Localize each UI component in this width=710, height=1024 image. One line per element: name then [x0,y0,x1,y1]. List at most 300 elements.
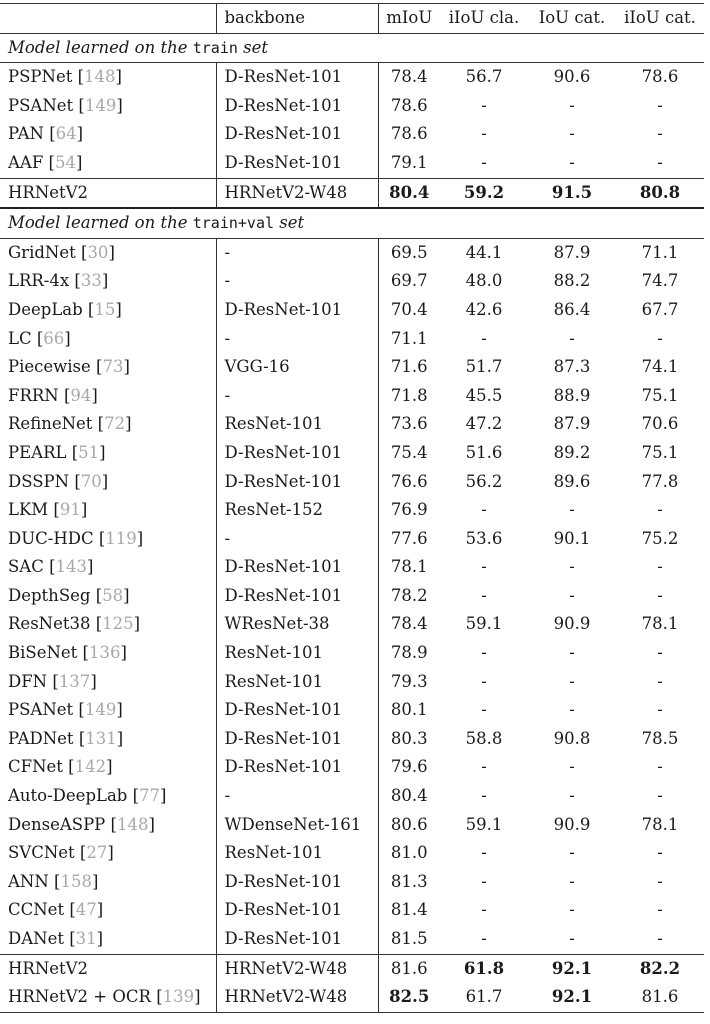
method-cell: ANN [158] [0,868,216,897]
backbone-cell: D-ResNet-101 [216,296,378,325]
method-cell: PEARL [51] [0,439,216,468]
miou-cell: 81.5 [390,929,428,948]
iiou-cat-cell: 81.6 [616,983,704,1012]
method-cell: AAF [54] [0,149,216,178]
miou-cell: 79.6 [390,757,428,777]
method-cell: HRNetV2 + OCR [139] [0,983,216,1012]
iiou-cla-cell: 56.7 [465,67,503,87]
miou-cell: 78.6 [390,124,428,144]
header-iiou-cla: iIoU cla. [440,4,528,34]
iiou-cla-cell: 58.8 [465,728,503,748]
table-row [0,868,704,897]
iiou-cla-cell: - [481,557,487,577]
iou-cat-cell: - [569,557,575,577]
miou-cell: 80.4 [390,786,428,806]
iiou-cla-cell: - [481,786,487,806]
header-iiou-cat: iIoU cat. [616,4,704,34]
miou-cell: 81.4 [390,900,428,920]
iiou-cat-cell: 78.6 [641,67,679,87]
method-name: ANN [8,871,49,891]
table-row [0,668,704,697]
citation-ref[interactable]: 137 [58,671,91,691]
method-name: SVCNet [8,843,75,863]
iiou-cat-cell: - [657,786,663,806]
iou-cat-cell: 90.8 [553,728,591,748]
backbone-cell: ResNet-101 [216,668,378,697]
iou-cat-cell: 87.9 [553,242,591,262]
iiou-cat-cell: - [657,152,663,172]
backbone-cell: - [216,238,378,267]
method-cell: PSANet [149] [0,92,216,121]
method-name: DANet [8,929,64,948]
citation-ref[interactable]: 94 [70,385,92,405]
iiou-cat-cell: - [657,124,663,144]
backbone-cell: D-ResNet-101 [216,582,378,611]
backbone-cell: WResNet-38 [216,610,378,639]
iiou-cla-cell: 56.2 [465,471,503,491]
backbone-cell: HRNetV2-W48 [216,983,378,1012]
table-row [0,325,704,354]
miou-cell: 71.6 [390,357,428,377]
backbone-cell: D-ResNet-101 [216,925,378,954]
method-name: HRNetV2 [8,182,89,202]
miou-cell: 69.5 [390,242,428,262]
method-cell: LKM [91] [0,496,216,525]
method-name: CCNet [8,900,65,920]
citation-ref[interactable]: 148 [84,67,116,87]
iou-cat-cell: 92.1 [528,954,616,983]
iou-cat-cell: 87.3 [553,357,591,377]
method-name: DepthSeg [8,585,91,605]
method-name: LKM [8,500,49,520]
method-name: GridNet [8,242,76,262]
backbone-cell: D-ResNet-101 [216,696,378,725]
header-method [0,4,216,34]
method-name: Piecewise [8,357,91,377]
iiou-cat-cell: 78.1 [641,814,679,834]
iiou-cat-cell: - [657,585,663,605]
section-train-caption [0,33,704,63]
iiou-cla-cell: 48.0 [465,271,503,291]
iiou-cla-cell: - [481,671,487,691]
iou-cat-cell: - [569,500,575,520]
iiou-cla-cell: - [481,757,487,777]
backbone-cell: - [216,525,378,554]
header-backbone: backbone [216,4,378,34]
citation-ref[interactable]: 125 [102,614,134,634]
table-row [0,267,704,296]
table-row [0,983,704,1012]
miou-cell: 80.6 [390,814,428,834]
iou-cat-cell: - [569,124,575,144]
method-cell: DepthSeg [58] [0,582,216,611]
iiou-cat-cell: - [657,871,663,891]
section-trainval-row [0,208,704,238]
method-name: PSANet [8,95,74,115]
method-name: SAC [8,557,44,577]
iiou-cat-cell: - [657,328,663,348]
table-row [0,725,704,754]
table-row [0,610,704,639]
citation-ref[interactable]: 70 [80,471,102,491]
section-trainval-prefix: Model learned on the [8,213,188,233]
iiou-cat-cell: 75.1 [641,385,679,405]
method-cell: LC [66] [0,325,216,354]
miou-cell: 79.3 [390,671,428,691]
citation-ref[interactable]: 136 [89,643,121,663]
miou-cell: 82.5 [378,983,440,1012]
citation-ref[interactable]: 73 [102,357,124,377]
table-row [0,839,704,868]
method-name: PSANet [8,700,74,720]
miou-cell: 78.4 [390,67,428,87]
backbone-cell: D-ResNet-101 [216,468,378,497]
iou-cat-cell: - [569,328,575,348]
iiou-cat-cell: - [657,95,663,115]
backbone-cell: D-ResNet-101 [216,149,378,178]
method-name: PEARL [8,442,67,462]
iou-cat-cell: - [569,871,575,891]
miou-cell: 81.6 [378,954,440,983]
table-row [0,238,704,267]
header-row [0,4,704,34]
iiou-cla-cell: - [481,643,487,663]
table-row [0,382,704,411]
backbone-cell: D-ResNet-101 [216,753,378,782]
iiou-cat-cell: 67.7 [641,299,679,319]
miou-cell: 70.4 [390,299,428,319]
backbone-cell: ResNet-101 [216,839,378,868]
section-train-suffix: set [243,37,269,57]
citation-ref[interactable]: 77 [139,786,161,806]
backbone-cell: ResNet-101 [216,639,378,668]
iiou-cla-cell: 44.1 [465,242,503,262]
miou-cell: 78.2 [390,585,428,605]
backbone-cell: D-ResNet-101 [216,63,378,92]
backbone-cell: D-ResNet-101 [216,120,378,149]
citation-ref[interactable]: 91 [59,500,81,520]
citation-ref[interactable]: 131 [85,728,117,748]
miou-cell: 80.1 [390,700,428,720]
miou-cell: 81.0 [390,843,428,863]
method-name: DUC-HDC [8,528,94,548]
method-name: PAN [8,124,44,144]
table-row [0,178,704,208]
citation-ref[interactable]: 148 [116,814,149,834]
iiou-cat-cell: 82.2 [616,954,704,983]
iiou-cla-cell: - [481,95,487,115]
table-row [0,811,704,840]
section-train-row [0,33,704,63]
iiou-cat-cell: - [657,757,663,777]
iiou-cla-cell: - [481,929,487,948]
iou-cat-cell: - [569,643,575,663]
table-row [0,639,704,668]
iou-cat-cell: 91.5 [528,178,616,208]
iiou-cat-cell: 74.1 [641,357,679,377]
method-cell [0,178,216,208]
citation-ref[interactable]: 27 [86,843,108,863]
miou-cell: 76.9 [390,500,428,520]
iou-cat-cell: 89.2 [553,442,591,462]
iiou-cat-cell: 80.8 [616,178,704,208]
iou-cat-cell: 90.1 [553,528,591,548]
method-cell: PAN [64] [0,120,216,149]
method-cell: CCNet [47] [0,896,216,925]
iiou-cla-cell: 47.2 [465,414,503,434]
iiou-cla-cell: 59.2 [440,178,528,208]
method-cell: SVCNet [27] [0,839,216,868]
backbone-cell: D-ResNet-101 [216,896,378,925]
table-row [0,353,704,382]
backbone-cell: ResNet-152 [216,496,378,525]
iiou-cat-cell: 71.1 [641,242,679,262]
iiou-cat-cell: 70.6 [641,414,679,434]
miou-cell: 80.3 [390,728,428,748]
iou-cat-cell: 88.9 [553,385,591,405]
method-name: HRNetV2 [8,958,89,978]
table-row [0,896,704,925]
table-row [0,553,704,582]
miou-cell: 73.6 [390,414,428,434]
iiou-cla-cell: - [481,328,487,348]
backbone-cell: HRNetV2-W48 [216,954,378,983]
backbone-cell: D-ResNet-101 [216,725,378,754]
method-name: DeepLab [8,299,83,319]
iiou-cat-cell: 78.5 [641,728,679,748]
citation-ref[interactable]: 51 [78,442,100,462]
table-row [0,92,704,121]
iou-cat-cell: 88.2 [553,271,591,291]
miou-cell: 76.6 [390,471,428,491]
table-row [0,525,704,554]
header-miou: mIoU [378,4,440,34]
citation-ref[interactable]: 54 [54,152,76,172]
method-cell: Piecewise [73] [0,353,216,382]
citation-ref[interactable]: 30 [87,242,109,262]
citation-ref[interactable]: 15 [94,299,116,319]
iiou-cat-cell: - [657,643,663,663]
backbone-cell: ResNet-101 [216,410,378,439]
citation-ref[interactable]: 64 [55,124,77,144]
method-name: DSSPN [8,471,70,491]
iou-cat-cell: 92.1 [528,983,616,1012]
citation-ref[interactable]: 33 [80,271,102,291]
method-cell: DenseASPP [148] [0,811,216,840]
section-trainval-set: train+val [192,214,275,233]
table-row [0,63,704,92]
results-table [0,3,704,1013]
iiou-cat-cell: - [657,900,663,920]
method-name: LRR-4x [8,271,70,291]
citation-ref[interactable]: 142 [74,757,107,777]
section-trainval-caption [0,208,704,238]
miou-cell: 78.6 [390,95,428,115]
iiou-cat-cell: 74.7 [641,271,679,291]
backbone-cell: - [216,782,378,811]
backbone-cell: VGG-16 [216,353,378,382]
iou-cat-cell: - [569,585,575,605]
backbone-cell: D-ResNet-101 [216,868,378,897]
method-name: DenseASPP [8,814,106,834]
backbone-cell: D-ResNet-101 [216,553,378,582]
method-cell: GridNet [30] [0,238,216,267]
table-row [0,582,704,611]
iiou-cla-cell: 51.7 [465,357,503,377]
method-cell: DSSPN [70] [0,468,216,497]
iiou-cla-cell: 61.7 [440,983,528,1012]
iou-cat-cell: 87.9 [553,414,591,434]
method-name: BiSeNet [8,643,78,663]
section-train-set: train [192,38,238,57]
method-cell: PADNet [131] [0,725,216,754]
method-name: RefineNet [8,414,93,434]
citation-ref[interactable]: 149 [84,95,117,115]
method-name: FRRN [8,385,59,405]
method-cell: CFNet [142] [0,753,216,782]
method-cell: DFN [137] [0,668,216,697]
table-row [0,120,704,149]
iiou-cla-cell: - [481,124,487,144]
miou-cell: 75.4 [390,442,428,462]
miou-cell: 78.9 [390,643,428,663]
iiou-cat-cell: - [657,500,663,520]
iou-cat-cell: 86.4 [553,299,591,319]
backbone-cell: D-ResNet-101 [216,92,378,121]
backbone-cell: D-ResNet-101 [216,439,378,468]
method-name: PSPNet [8,67,73,87]
miou-cell: 77.6 [390,528,428,548]
iiou-cla-cell: 59.1 [465,814,503,834]
miou-cell: 80.4 [378,178,440,208]
miou-cell: 71.8 [390,385,428,405]
iiou-cla-cell: 42.6 [465,299,503,319]
table-row [0,782,704,811]
iiou-cat-cell: 75.1 [641,442,679,462]
method-cell [0,954,216,983]
backbone-cell: WDenseNet-161 [216,811,378,840]
iiou-cat-cell: 78.1 [641,614,679,634]
citation-ref[interactable]: 149 [84,700,117,720]
section-train-prefix: Model learned on the [8,37,188,57]
iiou-cla-cell: 61.8 [440,954,528,983]
citation-ref[interactable]: 158 [60,871,92,891]
iiou-cla-cell: - [481,900,487,920]
iou-cat-cell: - [569,900,575,920]
iiou-cla-cell: 51.6 [465,442,503,462]
miou-cell: 71.1 [390,328,428,348]
method-name: CFNet [8,757,63,777]
miou-cell: 78.1 [390,557,428,577]
method-name: DFN [8,671,48,691]
method-name: AAF [8,152,44,172]
method-cell: SAC [143] [0,553,216,582]
iou-cat-cell: - [569,929,575,948]
miou-cell: 79.1 [390,152,428,172]
method-cell: PSPNet [148] [0,63,216,92]
citation-ref[interactable]: 139 [162,987,195,1007]
iiou-cat-cell: - [657,671,663,691]
method-cell: DUC-HDC [119] [0,525,216,554]
citation-ref[interactable]: 66 [43,328,65,348]
miou-cell: 69.7 [390,271,428,291]
table-row [0,925,704,954]
citation-ref[interactable]: 31 [75,929,97,948]
backbone-cell: - [216,382,378,411]
header-iou-cat: IoU cat. [528,4,616,34]
iou-cat-cell: - [569,843,575,863]
method-name: HRNetV2 + OCR [8,987,151,1007]
citation-ref[interactable]: 143 [55,557,88,577]
method-cell: PSANet [149] [0,696,216,725]
iou-cat-cell: - [569,700,575,720]
iiou-cla-cell: 45.5 [465,385,503,405]
table-row [0,753,704,782]
backbone-cell: HRNetV2-W48 [216,178,378,208]
iiou-cla-cell: 53.6 [465,528,503,548]
iiou-cla-cell: - [481,843,487,863]
iiou-cla-cell: - [481,871,487,891]
iou-cat-cell: 90.6 [553,67,591,87]
method-cell: BiSeNet [136] [0,639,216,668]
section-trainval-suffix: set [279,213,305,233]
iiou-cla-cell: - [481,700,487,720]
iou-cat-cell: - [569,671,575,691]
citation-ref[interactable]: 47 [75,900,97,920]
method-cell: RefineNet [72] [0,410,216,439]
method-name: Auto-DeepLab [8,786,128,806]
method-cell: Auto-DeepLab [77] [0,782,216,811]
method-name: PADNet [8,728,74,748]
table-row [0,149,704,178]
table-row [0,496,704,525]
miou-cell: 78.4 [390,614,428,634]
method-cell: ResNet38 [125] [0,610,216,639]
iiou-cat-cell: - [657,700,663,720]
iiou-cla-cell: 59.1 [465,614,503,634]
iiou-cat-cell: 75.2 [641,528,679,548]
citation-ref[interactable]: 72 [104,414,126,434]
iiou-cat-cell: - [657,929,663,948]
backbone-cell: - [216,325,378,354]
citation-ref[interactable]: 58 [102,585,124,605]
backbone-cell: - [216,267,378,296]
table-row [0,696,704,725]
iiou-cla-cell: - [481,585,487,605]
iou-cat-cell: 90.9 [553,614,591,634]
method-cell: LRR-4x [33] [0,267,216,296]
table-row [0,954,704,983]
citation-ref[interactable]: 119 [105,528,137,548]
method-cell: DeepLab [15] [0,296,216,325]
iiou-cat-cell: - [657,557,663,577]
iou-cat-cell: - [569,757,575,777]
iou-cat-cell: - [569,152,575,172]
table-row [0,439,704,468]
iiou-cat-cell: 77.8 [641,471,679,491]
method-cell: FRRN [94] [0,382,216,411]
iou-cat-cell: - [569,95,575,115]
iiou-cat-cell: - [657,843,663,863]
table-row [0,410,704,439]
iou-cat-cell: 89.6 [553,471,591,491]
iou-cat-cell: - [569,786,575,806]
iiou-cla-cell: - [481,500,487,520]
iiou-cla-cell: - [481,152,487,172]
iou-cat-cell: 90.9 [553,814,591,834]
method-name: ResNet38 [8,614,91,634]
table-row [0,296,704,325]
